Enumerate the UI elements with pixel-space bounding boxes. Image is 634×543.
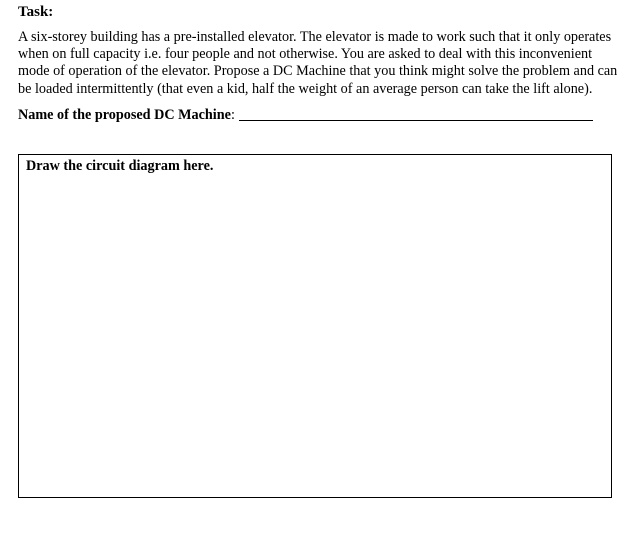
- machine-name-row: [18, 107, 618, 124]
- circuit-diagram-box[interactable]: [18, 154, 612, 498]
- machine-name-label: Name of the proposed DC Machine: [18, 106, 231, 123]
- circuit-diagram-label: Draw the circuit diagram here.: [26, 158, 214, 174]
- task-heading: Task:: [18, 4, 54, 20]
- machine-name-blank[interactable]: [239, 119, 593, 121]
- task-section: [18, 4, 618, 124]
- task-description: A six-storey building has a pre-installed elevator. The elevator is made to work such that it only operates when on full capacity i.e. four people and not otherwise. You are asked to deal with this inconvenient mode of operation of the elevator. Propose a DC Machine that you think might solve the problem and can be loaded intermittently (that even a kid, half the weight of an average person can take the lift alone).: [18, 29, 618, 97]
- machine-name-colon: :: [230, 106, 235, 123]
